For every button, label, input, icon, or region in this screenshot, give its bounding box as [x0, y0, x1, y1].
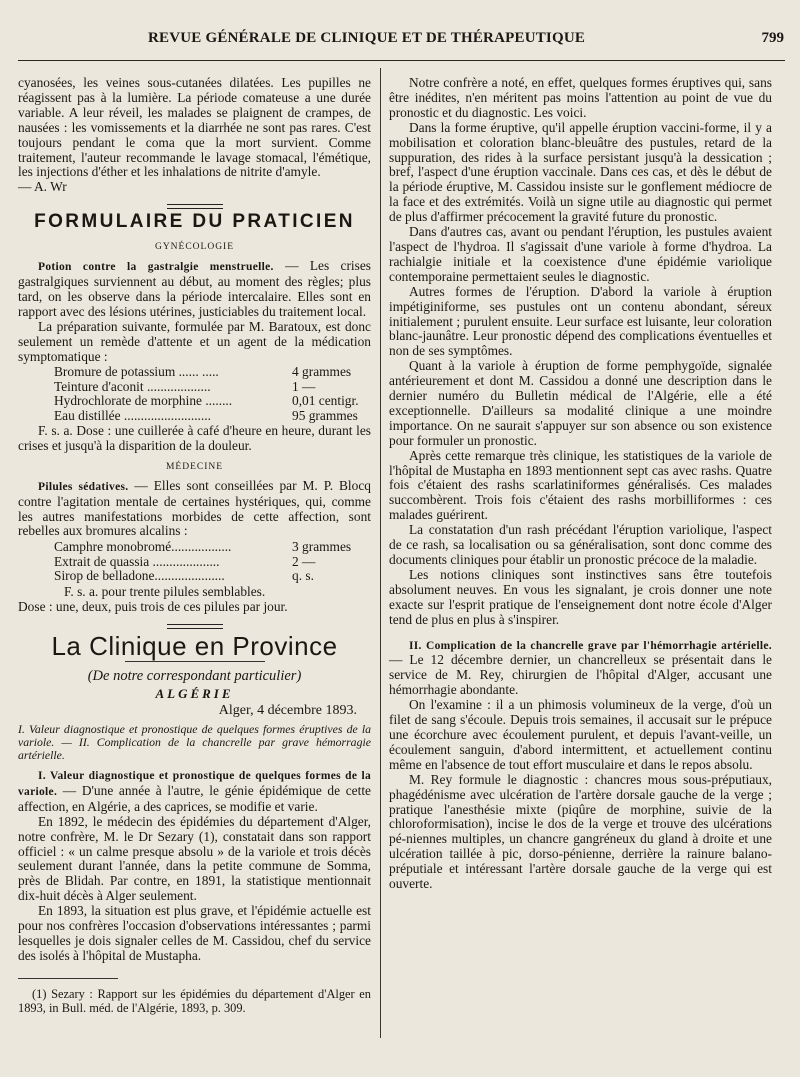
gynecologie-heading: GYNÉCOLOGIE — [154, 242, 235, 253]
intro-signature: — A. Wr — [18, 179, 67, 195]
formulaire-title: FORMULAIRE DU PRATICIEN — [34, 211, 355, 233]
prescription-1-instructions: F. s. a. Dose : une cuillerée à café d'heure en heure, durant les crises et jusqu'à la disparition de la douleur. — [18, 423, 371, 453]
intro-paragraph: cyanosées, les veines sous-cutanées dilatées. Les pupilles ne réagissent pas à la lumière. La période comateuse a une durée variable. A leur réveil, les malades se plaignent de crampes, de nausées : les vomissements et la diarrhée ne sont pas rares. C'est toujours pendant le coma que la mort survient. Comme traitement, l'auteur recommande le lavage stomacal, l'émétique, les injections d'éther et les inhalations de nitrite d'amyle. — [18, 75, 371, 180]
place-date: Alger, 4 décembre 1893. — [218, 703, 357, 719]
preparation-paragraph: La préparation suivante, formulée par M. Baratoux, est donc seulement un remède d'attente et un agent de la médication symptomatique : — [18, 318, 371, 364]
prescription-2-fsa: F. s. a. pour trente pilules semblables. — [64, 583, 266, 599]
right-paragraph-1: Notre confrère a noté, en effet, quelques formes éruptives qui, sans être inédites, n'en méritent pas moins l'attention au point de vue du pronostic et du diagnostic. Les voici. — [389, 75, 772, 120]
section-2-intro: II. Complication de la chancrelle grave par l'hémorrhagie artérielle. — Le 12 décembre dernier, un chancrelleux se présentait dans le service de M. Rey, chirurgien de l'hôpital d'Alger, accusant une hémorrhagie abondante. — [389, 639, 772, 698]
prescription-row: Bromure de potassium ...... ..... 4 grammes — [54, 364, 352, 380]
prescription-row: Camphre monobromé.................. 3 grammes — [54, 539, 352, 555]
potion-paragraph: Potion contre la gastralgie menstruelle. — Les crises gastralgiques surviennent au début, au moment des règles; plus tard, on les observe dans la période intercalaire. Elles sont en rapport avec des lésions utérines, justiciables du traitement local. — [18, 258, 371, 319]
header-rule — [18, 60, 785, 61]
right-paragraph-8: Les notions cliniques sont instinctives sans être toutefois absolument neuves. En vous les signalant, je crois donner une note exacte sur l'esprit pratique de l'enseignement dont notre école d'Alger tend de plus en plus à s'inspirer. — [389, 566, 772, 627]
right-paragraph-9: On l'examine : il a un phimosis volumineux de la verge, d'où un filet de sang s'écoule. Depuis trois semaines, il accusait sur le prépuce une écorchure avec écoulement purulent, et depuis l'avant-veille, un écoulement sanguin, d'abord intermittent, et actuellement continu même en l'absence de tout effort musculaire et dans le repos absolu. — [389, 697, 772, 772]
right-paragraph-10: M. Rey formule le diagnostic : chancres mous sous-préputiaux, phagédénisme avec ulcération de l'artère dorsale gauche de la verge ; pratique l'anesthésie mixte (piqûre de morphine, suivie de la chloroformisation), incise le dos de la verge et trouve des ulcérations pé-niennes multiples, un chancre gangréneux du gland à droite et une ulcération taillée à pic, dorso-pénienne, derrière la rainure balano-préputiale et intéressant l'artère dorsale gauche de la verge qui est ouverte. — [389, 771, 772, 892]
prescription-row: Sirop de belladone..................... q. s. — [54, 568, 314, 584]
left-column — [18, 76, 371, 1015]
right-paragraph-5: Quant à la variole à éruption de forme pemphygoïde, signalée antérieurement et dont M. Cassidou a donné une description dans le dernier numéro du Bulletin médical de l'Algérie, elle a été exceptionnelle. D'ailleurs sa modalité clinique a une moindre importance. On ne saurait s'appuyer sur son absence ou son existence pour formuler un pronostic. — [389, 358, 772, 448]
right-paragraph-2: Dans la forme éruptive, qu'il appelle éruption vaccini-forme, il y a mobilisation et coloration blanc-bleuâtre des pustules, retard de la suppuration, des rides à la surface persistant jusqu'à la dessication ; bref, l'aspect d'une éruption vaccinale. Dans ces cas, et dès le début de la période éruptive, M. Cassidou insiste sur le gonflement médiocre de la face et des extrémités. Voilà un signe utile au diagnostic qui permet de plus d'affirmer précocement la gravité future du pronostic. — [389, 119, 772, 225]
paragraph-1893: En 1893, la situation est plus grave, et l'épidémie actuelle est pour nos confrères l'occasion d'observations intéressantes ; parmi lesquelles je dois signaler celles de M. Cassidou, chef du service des isolés à l'hôpital de Mustapha. — [18, 903, 371, 963]
journal-title: REVUE GÉNÉRALE DE CLINIQUE ET DE THÉRAPEUTIQUE — [148, 30, 586, 46]
right-column — [389, 76, 772, 892]
prescription-table-1 — [54, 365, 359, 423]
paragraph-1892: En 1892, le médecin des épidémies du département d'Alger, notre confrère, M. le Dr Sezary (1), constatait dans son rapport officiel : « un calme presque absolu » de la variole et trois décès seulement durant l'année, dans la petite commune de Somma, près de Blidah. Par contre, en 1891, la statistique mentionnait dix-huit décès à Alger seulement. — [18, 813, 371, 904]
right-paragraph-7: La constatation d'un rash précédant l'éruption variolique, l'aspect de ce rash, sa localisation ou sa généralisation, sont donc comme des documents cliniques pour établir un pronostic précoce de la maladie. — [389, 522, 772, 567]
clinique-title: La Clinique en Province — [51, 631, 338, 662]
page-number: 799 — [761, 30, 784, 46]
footnote: (1) Sezary : Rapport sur les épidémies du département d'Alger en 1893, in Bull. méd. de l'Algérie, 1893, p. 309. — [18, 986, 371, 1015]
region-heading: ALGÉRIE — [155, 686, 234, 702]
right-paragraph-4: Autres formes de l'éruption. D'abord la variole à éruption impétiginiforme, ses pustules ont un contenu abondant, séreux initialement ; purulent ensuite. Leur surface est luisante, leur coloration blanc-jaunâtre. Leur pronostic dépend des complications éventuelles et non de ses symptômes. — [389, 283, 772, 359]
pilules-paragraph: Pilules sédatives. — Elles sont conseillées par M. P. Blocq contre l'agitation mentale de certaines hystériques, qui, comme les autres manifestations morbides de cette affection, sont rebelles aux bromures alcalins : — [18, 477, 371, 539]
section-separator — [167, 624, 223, 629]
section-separator — [167, 204, 223, 209]
right-paragraph-3: Dans d'autres cas, avant ou pendant l'éruption, les pustules avaient l'aspect de l'hydroa. Il s'agissait d'une variole à forme d'hydroa. La rachialgie initiale et la coexistence d'une épidémie variolique contemporaine permettaient seules le diagnostic. — [389, 224, 772, 284]
prescription-row: Extrait de quassia .................... 2 — — [54, 553, 316, 569]
title-rule — [125, 661, 265, 662]
prescription-row: Eau distillée .......................... 95 grammes — [54, 407, 358, 423]
prescription-row: Teinture d'aconit ................... 1 — — [54, 378, 316, 394]
medecine-heading: MÉDECINE — [165, 461, 224, 472]
running-header — [18, 28, 788, 52]
prescription-table-2 — [54, 540, 351, 583]
prescription-2-dose: Dose : une, deux, puis trois de ces pilules par jour. — [18, 598, 288, 614]
column-rule — [380, 68, 381, 1038]
article-summary: I. Valeur diagnostique et pronostique de quelques formes éruptives de la variole. — II. Complication de la chancrelle par grave hémorragie artérielle. — [18, 722, 371, 763]
correspondant-line: (De notre correspondant particulier) — [87, 668, 302, 685]
footnote-rule — [18, 978, 118, 979]
section-1-intro: I. Valeur diagnostique et pronostique de quelques formes de la variole. — D'une année à l'autre, le génie épidémique de cette affection, en Algérie, a des caprices, se modifie et varie. — [18, 770, 371, 814]
prescription-row: Hydrochlorate de morphine ........ 0,01 centigr. — [54, 393, 359, 409]
right-paragraph-6: Après cette remarque très clinique, les statistiques de la variole de l'hôpital de Mustapha en 1893 mentionnent sept cas avec rashs. Quatre fois c'étaient des rashs scarlatiniformes généralisés. Ces malades succombèrent. Trois fois c'étaient des rashs morbilliformes : ces malades guérirent. — [389, 447, 772, 523]
